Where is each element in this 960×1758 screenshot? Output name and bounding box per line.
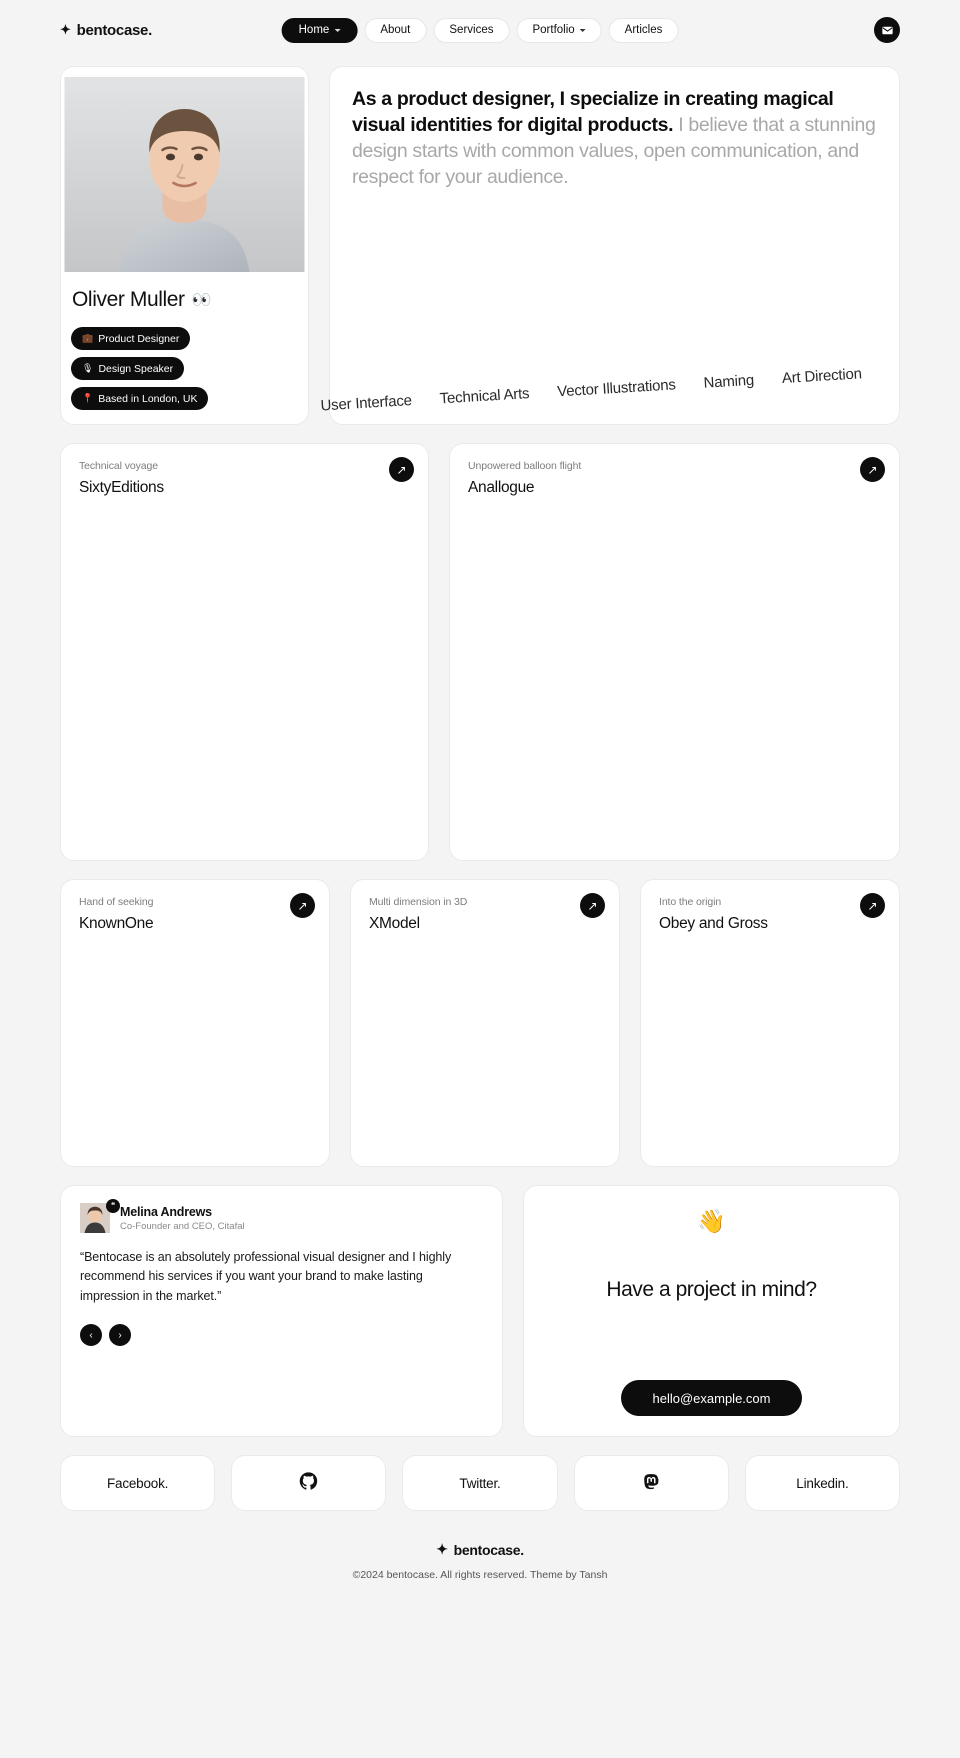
social-link-linkedin-label: Linkedin.: [796, 1475, 849, 1491]
projects-row-2: [60, 879, 900, 1167]
testimonial-next-button[interactable]: ›: [109, 1324, 131, 1346]
chevron-down-icon: [334, 29, 340, 32]
mastodon-icon: [642, 1473, 660, 1494]
project-subtitle: Hand of seeking: [79, 896, 154, 908]
arrow-up-right-icon[interactable]: ↗: [580, 893, 605, 918]
chevron-down-icon: [580, 29, 586, 32]
intro-text: [352, 87, 877, 191]
project-title: XModel: [369, 915, 420, 932]
arrow-up-right-icon[interactable]: ↗: [389, 457, 414, 482]
project-subtitle: Into the origin: [659, 896, 722, 908]
social-links: [60, 1455, 900, 1511]
profile-chips: [71, 327, 298, 410]
pin-icon: 📍: [82, 393, 94, 403]
arrow-up-right-icon[interactable]: ↗: [860, 893, 885, 918]
project-card-obey-and-gross[interactable]: [640, 879, 900, 1167]
mic-icon: 🎙: [82, 363, 94, 373]
skills-marquee: [319, 343, 910, 434]
nav-item-about-label: About: [380, 24, 411, 36]
avatar: [80, 1201, 116, 1233]
cta-card: [523, 1185, 900, 1437]
footer-copyright: ©2024 bentocase. All rights reserved. Theme by Tansh: [352, 1569, 608, 1581]
bottom-section: [60, 1185, 900, 1437]
project-title: KnownOne: [79, 915, 154, 932]
brand-label: bentocase.: [76, 21, 152, 39]
chip-product-designer-label: Product Designer: [98, 332, 180, 345]
testimonial-header: [80, 1203, 483, 1233]
nav-item-home[interactable]: [282, 18, 358, 43]
marquee-item-art-direction: Art Direction: [781, 364, 863, 387]
project-card-anallogue[interactable]: [449, 443, 900, 861]
social-link-twitter[interactable]: [402, 1455, 557, 1511]
marquee-item-vector-illustrations: Vector Illustrations: [556, 375, 677, 400]
project-subtitle: Multi dimension in 3D: [369, 896, 468, 908]
social-link-github[interactable]: [231, 1455, 386, 1511]
project-card-sixtyeditions[interactable]: [60, 443, 429, 861]
project-title: Anallogue: [468, 479, 535, 496]
testimonial-author-role: Co-Founder and CEO, Citafal: [120, 1220, 245, 1232]
testimonial-prev-button[interactable]: ‹: [80, 1324, 102, 1346]
wave-emoji-icon: 👋: [697, 1208, 726, 1234]
testimonial-nav: [80, 1324, 483, 1346]
brand-logo[interactable]: [60, 22, 152, 39]
chip-product-designer[interactable]: [71, 327, 190, 350]
footer-brand[interactable]: [436, 1541, 524, 1558]
testimonial-card: [60, 1185, 503, 1437]
social-link-facebook[interactable]: [60, 1455, 215, 1511]
nav-item-about[interactable]: [364, 18, 426, 43]
nav-item-portfolio[interactable]: [516, 18, 601, 43]
site-footer: [60, 1541, 900, 1581]
marquee-item-user-interface: User Interface: [320, 391, 413, 414]
chip-design-speaker-label: Design Speaker: [98, 362, 174, 375]
profile-name-text: Oliver Muller: [72, 288, 185, 311]
marquee-item-technical-arts: Technical Arts: [439, 384, 530, 407]
nav-item-services-label: Services: [449, 24, 494, 36]
social-link-mastodon[interactable]: [574, 1455, 729, 1511]
project-card-knownone[interactable]: [60, 879, 330, 1167]
hero-section: [60, 66, 900, 425]
profile-card: [60, 66, 309, 425]
nav-item-home-label: Home: [298, 24, 330, 36]
nav-item-articles-label: Articles: [624, 24, 663, 36]
arrow-up-right-icon[interactable]: ↗: [860, 457, 885, 482]
nav-item-articles[interactable]: [609, 18, 679, 43]
projects-row-1: [60, 443, 900, 861]
chip-design-speaker[interactable]: [71, 357, 184, 380]
testimonial-author-name: Melina Andrews: [120, 1204, 212, 1219]
marquee-item-naming: Naming: [703, 371, 755, 392]
github-icon: [299, 1472, 318, 1494]
briefcase-icon: 💼: [82, 333, 94, 343]
chip-location[interactable]: [71, 387, 208, 410]
arrow-up-right-icon[interactable]: ↗: [290, 893, 315, 918]
chip-location-label: Based in London, UK: [98, 392, 198, 405]
project-subtitle: Technical voyage: [79, 460, 158, 472]
nav-item-portfolio-label: Portfolio: [532, 24, 575, 36]
project-card-xmodel[interactable]: [350, 879, 620, 1167]
social-link-twitter-label: Twitter.: [459, 1475, 501, 1491]
sparkle-icon: ✦: [60, 22, 71, 37]
social-link-facebook-label: Facebook.: [106, 1475, 169, 1491]
testimonial-quote: “Bentocase is an absolutely professional visual designer and I highly recommend his services if you want your brand to make lasting impression in the market.”: [80, 1250, 452, 1303]
site-header: [0, 0, 960, 60]
nav-item-services[interactable]: [433, 18, 509, 43]
eyes-emoji-icon: 👀: [191, 292, 212, 309]
sparkle-icon: ✦: [436, 1541, 448, 1557]
contact-email-button[interactable]: hello@example.com: [621, 1380, 803, 1416]
project-title: SixtyEditions: [79, 479, 164, 496]
mail-icon[interactable]: [874, 17, 900, 43]
cta-heading: Have a project in mind?: [606, 1278, 817, 1301]
quote-icon: ❝: [106, 1199, 120, 1213]
intro-highlight: As a product designer, I specialize in creating magical visual identities for digital products.: [352, 88, 834, 136]
intro-card: [320, 66, 900, 425]
profile-photo: [71, 77, 298, 272]
project-title: Obey and Gross: [659, 915, 768, 932]
main-nav: [282, 18, 679, 43]
intro-rest: I believe that a stunning design starts with common values, open communication, and respect for your audience.: [352, 113, 876, 188]
footer-brand-label: bentocase.: [453, 1541, 524, 1558]
profile-name: [72, 288, 298, 312]
project-subtitle: Unpowered balloon flight: [468, 460, 582, 472]
social-link-linkedin[interactable]: [745, 1455, 900, 1511]
